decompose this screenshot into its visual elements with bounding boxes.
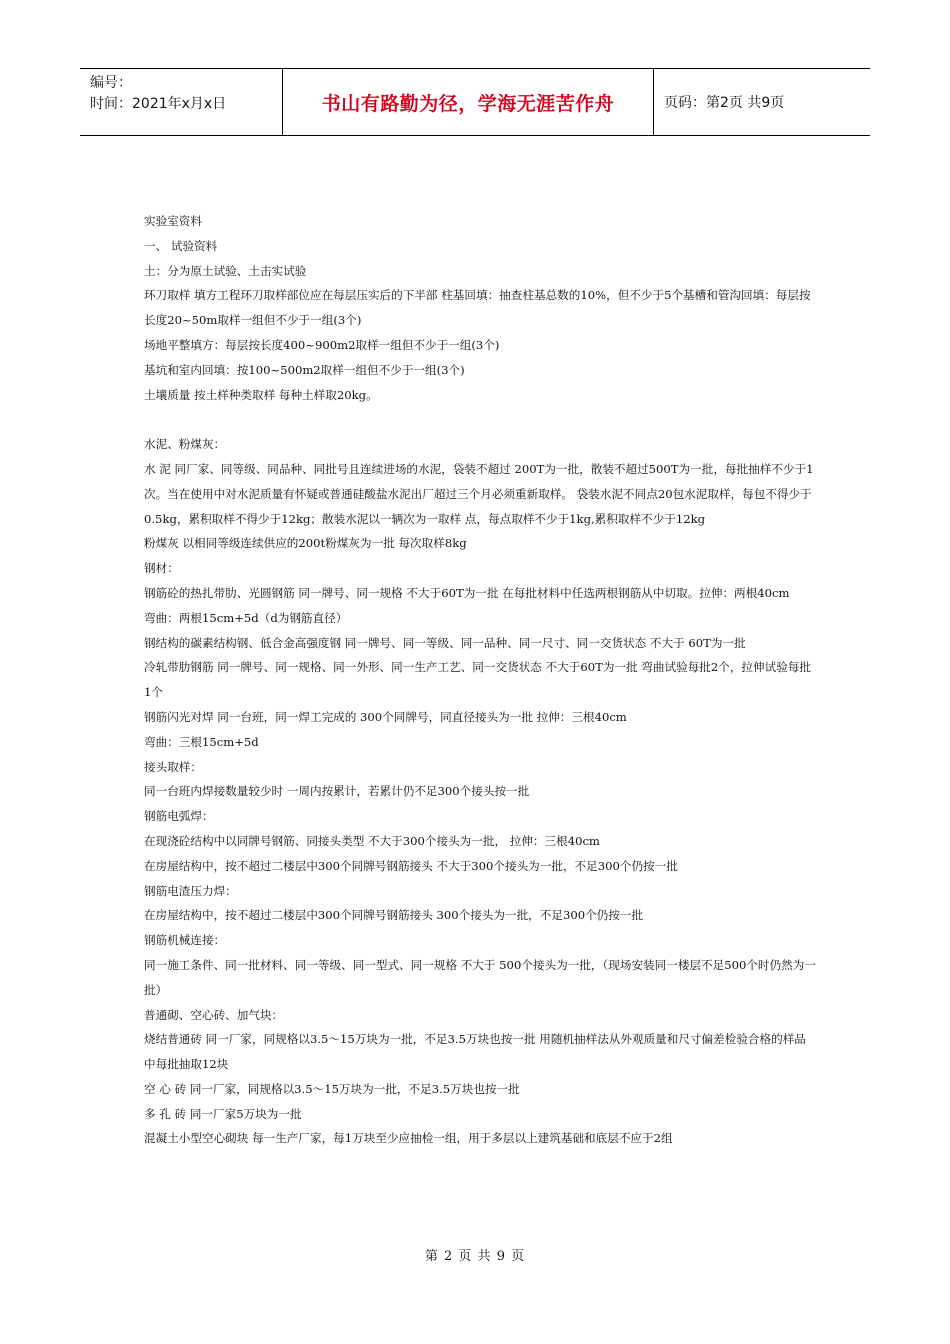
- body-paragraph: 空 心 砖 同一厂家，同规格以3.5～15万块为一批，不足3.5万块也按一批: [144, 1081, 520, 1096]
- body-paragraph: 钢结构的碳素结构钢、低合金高强度钢 同一牌号、同一等级、同一品种、同一尺寸、同一交货状态 不大于 60T为一批: [144, 635, 746, 650]
- document-number-label: 编号：: [90, 75, 132, 91]
- body-paragraph: 普通砌、空心砖、加气块：: [144, 1007, 284, 1022]
- body-paragraph: 钢筋闪光对焊 同一台班，同一焊工完成的 300个同牌号，同直径接头为一批 拉伸：三根40cm: [144, 709, 627, 724]
- body-paragraph: 同一台班内焊接数量较少时 一周内按累计，若累计仍不足300个接头按一批: [144, 784, 530, 799]
- document-time-label: 时间：2021年x月x日: [90, 96, 227, 112]
- body-paragraph: 在房屋结构中，按不超过二楼层中300个同牌号钢筋接头 不大于300个接头为一批，不足300个仍按一批: [144, 858, 678, 873]
- body-paragraph: 弯曲：两根15cm+5d（d为钢筋直径）: [144, 610, 348, 625]
- body-paragraph: 接头取样：: [144, 759, 202, 774]
- body-paragraph: 弯曲：三根15cm+5d: [144, 734, 259, 749]
- body-paragraph: 土壤质量 按土样种类取样 每种土样取20kg。: [144, 387, 378, 402]
- body-paragraph: 钢筋电弧焊：: [144, 809, 214, 824]
- body-paragraph: 混凝土小型空心砌块 每一生产厂家，每1万块至少应抽检一组，用于多层以上建筑基础和底层不应于2组: [144, 1131, 673, 1146]
- body-paragraph: 基坑和室内回填：按100~500m2取样一组但不少于一组(3个): [144, 362, 465, 377]
- body-paragraph: 钢筋机械连接：: [144, 933, 226, 948]
- body-paragraph: 钢筋砼的热扎带肋、光圆钢筋 同一牌号、同一规格 不大于60T为一批 在每批材料中任选两根钢筋从中切取。拉伸：两根40cm: [144, 585, 790, 600]
- body-paragraph: 环刀取样 填方工程环刀取样部位应在每层压实后的下半部 柱基回填：抽查柱基总数的10%，但不少于5个基槽和管沟回填：每层按长度20~50m取样一组但不少于一组(3个): [144, 288, 811, 328]
- body-paragraph: 粉煤灰 以相同等级连续供应的200t粉煤灰为一批 每次取样8kg: [144, 536, 467, 551]
- body-paragraph: 水 泥 同厂家、同等级、同品种、同批号且连续进场的水泥，袋装不超过 200T为一批，散装不超过500T为一批，每批抽样不少于1次。当在使用中对水泥质量有怀疑或普通硅酸盐水泥出厂超过三个月必须重新取样。 袋装水泥不同点20包水泥取样，每包不得少于0.5kg，累积取样不得少于12kg；散装水泥以一辆次为一取样 点，每点取样不少于1kg,累积取样不少于12kg: [144, 461, 814, 526]
- header-page-info: 页码：第2页 共9页: [664, 95, 785, 111]
- blank-line: [144, 407, 816, 432]
- header-meta: [80, 69, 283, 135]
- header-motto: 书山有路勤为径，学海无涯苦作舟: [283, 69, 654, 135]
- body-paragraph: 在房屋结构中，按不超过二楼层中300个同牌号钢筋接头 300个接头为一批，不足300个仍按一批: [144, 908, 644, 923]
- body-paragraph: 一、 试验资料: [144, 238, 218, 253]
- page-header: [80, 68, 870, 136]
- body-paragraph: 冷轧带肋钢筋 同一牌号、同一规格、同一外形、同一生产工艺、同一交货状态 不大于60T为一批 弯曲试验每批2个，拉伸试验每批1个: [144, 660, 811, 700]
- body-paragraph: 实验室资料: [144, 214, 202, 228]
- body-paragraph: 钢筋电渣压力焊：: [144, 883, 237, 898]
- page-footer-text: 第 2 页 共 9 页: [424, 1249, 526, 1264]
- body-paragraph: 在现浇砼结构中以同牌号钢筋、同接头类型 不大于300个接头为一批， 拉伸：三根40cm: [144, 833, 600, 848]
- body-paragraph: 烧结普通砖 同一厂家，同规格以3.5～15万块为一批，不足3.5万块也按一批 用随机抽样法从外观质量和尺寸偏差检验合格的样品中每批抽取12块: [144, 1032, 806, 1072]
- body-paragraph: 水泥、粉煤灰：: [144, 437, 226, 452]
- body-paragraph: 同一施工条件、同一批材料、同一等级、同一型式、同一规格 不大于 500个接头为一批，（现场安装同一楼层不足500个时仍然为一批）: [144, 957, 816, 997]
- page-footer: [0, 1245, 950, 1264]
- document-body: [144, 209, 816, 1151]
- body-paragraph: 场地平整填方：每层按长度400~900m2取样一组但不少于一组(3个): [144, 337, 500, 352]
- body-paragraph: 土：分为原土试验、土击实试验: [144, 263, 307, 278]
- body-paragraph: 多 孔 砖 同一厂家5万块为一批: [144, 1106, 302, 1121]
- body-paragraph: 钢材：: [144, 561, 179, 576]
